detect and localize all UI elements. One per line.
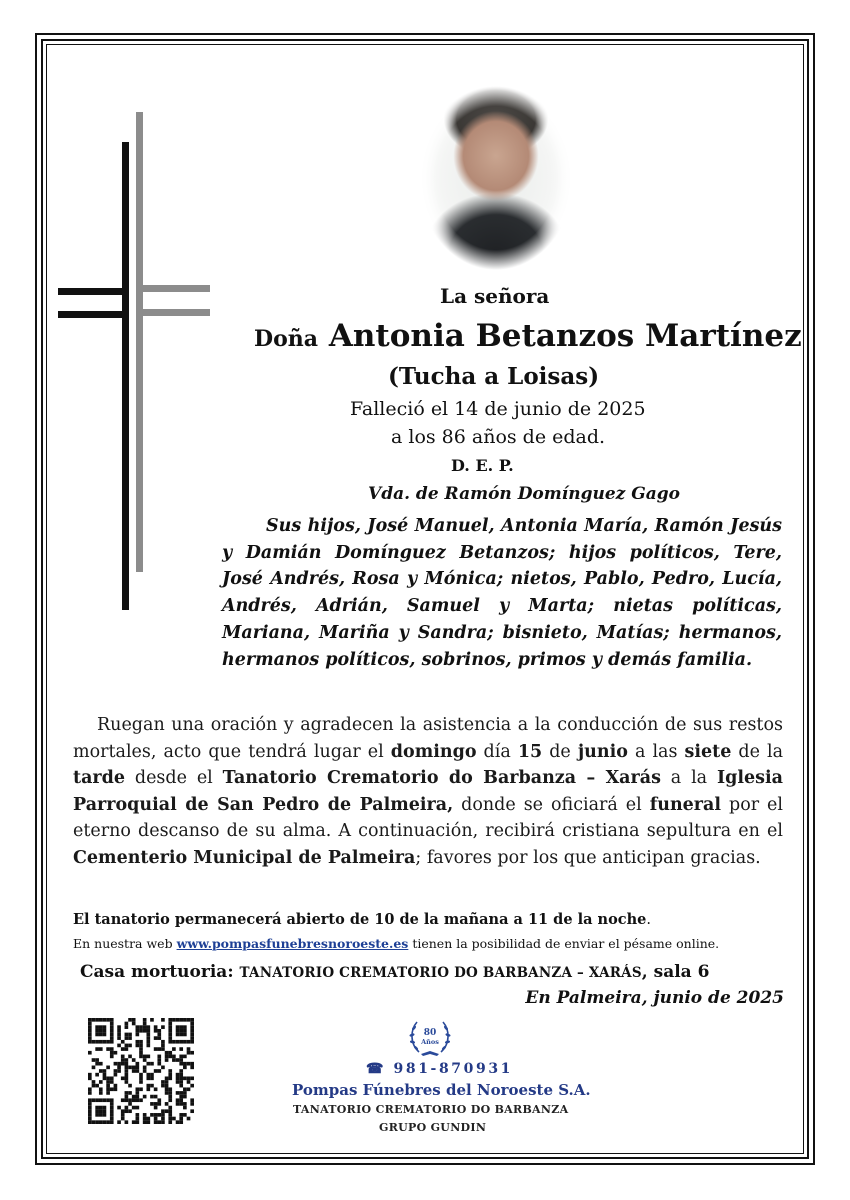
widow-of: Vda. de Ramón Domínguez Gago [368,484,680,504]
footer-tanatorio: TANATORIO CREMATORIO DO BARBANZA [293,1103,569,1116]
portrait-photo [418,86,574,270]
cross-icon [58,112,210,612]
place-date: En Palmeira, junio de 2025 [525,988,784,1008]
death-date: Falleció el 14 de junio de 2025 [350,398,646,420]
age-line: a los 86 años de edad. [391,426,606,448]
phone-icon: ☎ [366,1061,387,1077]
badge-number: 80 [423,1028,437,1038]
announcement-paragraph: Ruegan una oración y agradecen la asistencia a la conducción de sus restos mortales, acto que tendrá lugar el domingo día 15 de junio a las siete de la tarde desde el Tanatorio Crematorio do Barbanza – Xarás a la Iglesia Parroquial de San Pedro de Palmeira, donde se oficiará el funeral por el eterno descanso de su alma. A continuación, recibirá cristiana sepultura en el Cementerio Municipal de Palmeira; favores por los que anticipan gracias. [73,715,784,868]
footer-group: GRUPO GUNDIN [379,1121,487,1134]
web-line: En nuestra web www.pompasfunebresnoroeste.es tienen la posibilidad de enviar el pésame online. [73,936,720,951]
tanatorio-hours: El tanatorio permanecerá abierto de 10 de la mañana a 11 de la noche. [73,911,651,928]
nickname: (Tucha a Loisas) [388,363,600,390]
company-name: Pompas Fúnebres del Noroeste S.A. [292,1081,591,1099]
badge-text: Años [421,1038,439,1046]
family-list: Sus hijos, José Manuel, Antonia María, Ramón Jesús y Damián Domínguez Betanzos; hijos políticos, Tere, José Andrés, Rosa y Mónica; nietos, Pablo, Pedro, Lucía, Andrés, Adrián, Samuel y Marta; nietas políticas, Mariana, Mariña y Sandra; bisnieto, Matías; hermanos, hermanos políticos, sobrinos, primos y demás familia. [222,516,782,670]
phone-number[interactable]: ☎ 981-870931 [366,1061,514,1077]
deceased-name [254,318,802,354]
laurel-badge-icon [405,1014,455,1060]
rip-text: D. E. P. [451,456,514,475]
title-senora: La señora [440,284,550,308]
name-prefix: Doña [254,326,319,352]
website-link[interactable]: www.pompasfunebresnoroeste.es [176,936,409,951]
name-text: Antonia Betanzos Martínez [328,318,802,354]
qr-code[interactable] [88,1018,194,1124]
casa-mortuoria: Casa mortuoria: TANATORIO CREMATORIO DO BARBANZA – XARÁS, sala 6 [80,962,710,982]
